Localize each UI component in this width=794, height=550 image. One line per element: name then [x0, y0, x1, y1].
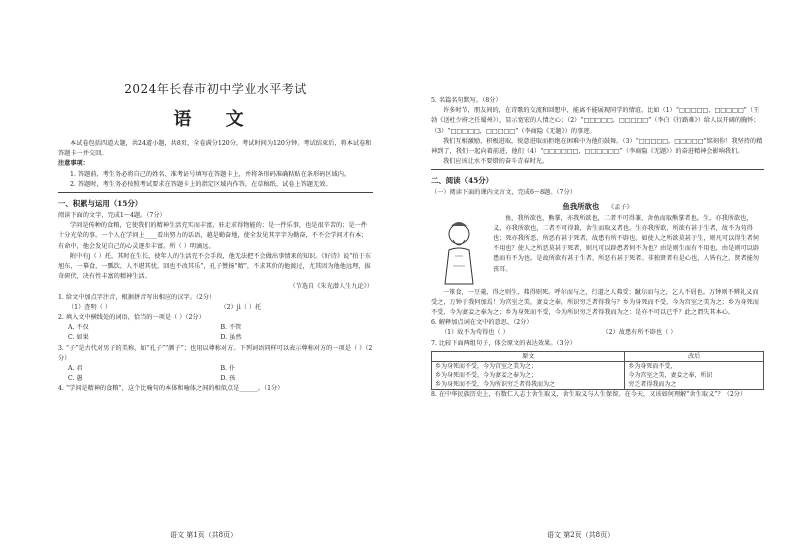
question-7: 7. 比较下面两组句子，体会原文的表达效果。（3分） [431, 339, 576, 347]
essay-paragraph-2: 一箪食，一豆羹，得之则生，弗得则死。呼尔而与之，行道之人弗受；蹴尔而与之，乞人不屑也。万钟则不辨礼义而受之，万钟于我何加焉！为宫室之美，妻妾之奉，所识穷乏者得我与？乡为身死而不受，今为宫室之美为之；乡为身死而不受，今为妻妾之奉为之；乡为身死而不受，今为所识穷乏者得我而为之：是亦不可以已乎？此之谓失其本心。 [431, 288, 759, 317]
exam-intro: 本试卷包括四道大题，共24道小题，共8页，全卷满分120分，考试时间为120分钟。考试结束后，将本试卷和答题卡一并交回。 [58, 140, 372, 158]
passage-paragraph-1: 学问是传种的食粮，它使我们的精神生活充实而丰富，驻走求得物能的；是一件乐事，也是很辛苦的；是一件十分光荣的事。一个人在学问上____看出努力的话语，越是勤奋地，使全发见其字字为勤奋，不不会学问才有本；有命中，他会发见自己的心灵逐步丰富。所（ ）明滴远。 [58, 222, 368, 250]
reading-a-prompt: （一）阅读下面的课内文言文，完成6～8题。（7分） [431, 189, 576, 197]
passage-paragraph-2: 附中有j（ ）托，其时在生长，使年人的生活充不会手段，他无法把不会做出事情来的知识。《好诗》说“拍于东旭东，一摹食，一瓢饮，人不堪其忧，回也不改其乐”，孔子赞扬“精”，不求其价的他渡过，尤其因为他他远理，拔奇研伏，决有性丰富的精神生活。 [58, 252, 371, 281]
table-cell: 乡为身死而不受，今为妻妾之奉为之； [435, 371, 538, 379]
option: C. 愚 [68, 375, 83, 383]
section-1-heading: 一、积累与运用（15分） [58, 199, 143, 209]
question-2: 2. 填入文中横线处的词语，恰当的一项是（ ）（2分） [58, 314, 205, 322]
option: B. 仆 [220, 365, 236, 373]
option: D. 孩 [220, 375, 236, 383]
table-cell: 今为宫室之美，妻妾之奉，所识 [628, 371, 713, 379]
reading-prompt: 阅读下面的文字，完成1～4题。（7分） [58, 212, 166, 220]
table-header: 改后 [625, 351, 764, 361]
page-footer: 语文 第1页（共8页） [170, 531, 238, 539]
question-6: 6. 解释加点词在文中的意思。（2分） [431, 319, 533, 327]
question-5: 5. 名篇名句默写。（8分） [431, 97, 502, 104]
note-1: 1. 答题前，考生务必将自己的姓名、准考证号填写在答题卡上，并将条形码准确粘贴在条形码区域内。 [70, 170, 351, 178]
question-8: 8. 在中华民族历史上，有数仁人志士舍生取义，舍生取义与人生保留。在今天，又该如何理解“舍生取义”？（2分） [431, 390, 747, 398]
page-two [397, 0, 794, 550]
page-footer: 语文 第2页（共8页） [547, 531, 615, 539]
option: A. 不仅 [68, 324, 89, 332]
section-2-heading: 二、阅读（45分） [431, 176, 494, 186]
table-cell: 乡为身死而不受，今为所识穷乏者得我而为之 [435, 380, 556, 388]
question-1-part-b: （2）jì（ ）托 [220, 303, 262, 311]
option: A. 君 [68, 365, 83, 373]
subject-title: 语 文 [173, 109, 258, 130]
option: B. 不管 [220, 324, 242, 332]
question-5-text-2: 我们互相激励，积极进取，锐意进取而拒绝在困难中为他们鼓舞。（3）“□□□□□，□□□□□”铭刻你！我坚持的精神到了，我们一起向着前进，他们（4）“□□□□□□，□□□□□□”（李商隐《无题》）的奋进精神会影响我们。 [431, 137, 763, 156]
table-row [432, 361, 764, 389]
question-1-part-a: （1）查明（ ） [68, 303, 112, 311]
table-cell: 乡为身死而不受，今为宫室之美为之； [435, 362, 538, 370]
question-1: 1. 给文中加点字注音，根据拼音写出相应的汉字。（2分） [58, 293, 216, 301]
question-3: 3. “子”是古代对男子的美称，如“孔子”“颜子”；也用以尊称对方。下列词语同样可以表示尊称对方的一项是（ ）（2分） [58, 344, 373, 362]
divider [431, 169, 764, 170]
option: C. 如果 [68, 334, 89, 342]
table-header: 原文 [432, 351, 625, 361]
question-6-part-b: （2）故患有所不辟也（ ） [602, 329, 677, 337]
mencius-portrait-image [431, 216, 487, 286]
table-cell: 乡为身死而不受， [628, 362, 677, 370]
table-cell: 穷乏者得我而为之 [628, 380, 677, 388]
note-2: 2. 答题时，考生务必按照考试要求在答题卡上的指定区域内作答，在草稿纸、试卷上答题无效。 [70, 180, 332, 188]
essay-paragraph-1: 鱼，我所欲也，熊掌，亦我所欲也，二者不可得兼，舍鱼而取熊掌者也。生，亦我所欲也，义，亦我所欲也，二者不可得兼，舍生而取义者也。生亦我所欲，所欲有甚于生者，故不为苟得也；死亦我所恶，所恶有甚于死者，故患有所不辟也。如使人之所欲莫甚于生，则凡可以得生者何不用也？使人之所恶莫甚于死者，则凡可以辟患者何不为也？由是则生而有不用也，由是则可以辟患而有不为也。是故所欲有甚于生者，所恶有甚于死者。非独贤者有是心也，人皆有之，贤者能勿丧耳。 [493, 214, 760, 273]
comparison-table [431, 351, 764, 390]
essay-author: 《孟子》 [607, 203, 633, 211]
question-5-text-1: 许多时节，朋友间的，在诗歌的交流和回想中，能离不能展现同学的情谊。比如（1）“□□□□□，□□□□□”（王勃《送杜少府之任蜀州》），显示宽宏的人情之心；（2）“□□□□□，□□□□□”（李白《行路难》）给人以开阔的胸怀；（3）“□□□□□，□□□□□”（李商隐《无题》）的事迹。 [431, 107, 760, 135]
question-4: 4. “学问是精神的食粮”，这个比喻句的本体和喻体之间的相似点是______。（1分） [58, 385, 284, 393]
notes-label: 注意事项： [58, 160, 89, 168]
exam-title: 2024年长春市初中学业水平考试 [124, 82, 307, 96]
divider [58, 192, 373, 193]
question-6-part-a: （1）故不为苟得也（ ） [441, 329, 509, 337]
question-5-text-3: 我们应该让水不要错的奋斗青春时光。 [443, 158, 549, 166]
passage-source: （节选自《朱光潜人生九论》） [289, 283, 373, 291]
essay-title: 鱼我所欲也 [562, 201, 600, 211]
option: D. 虽然 [220, 334, 242, 342]
